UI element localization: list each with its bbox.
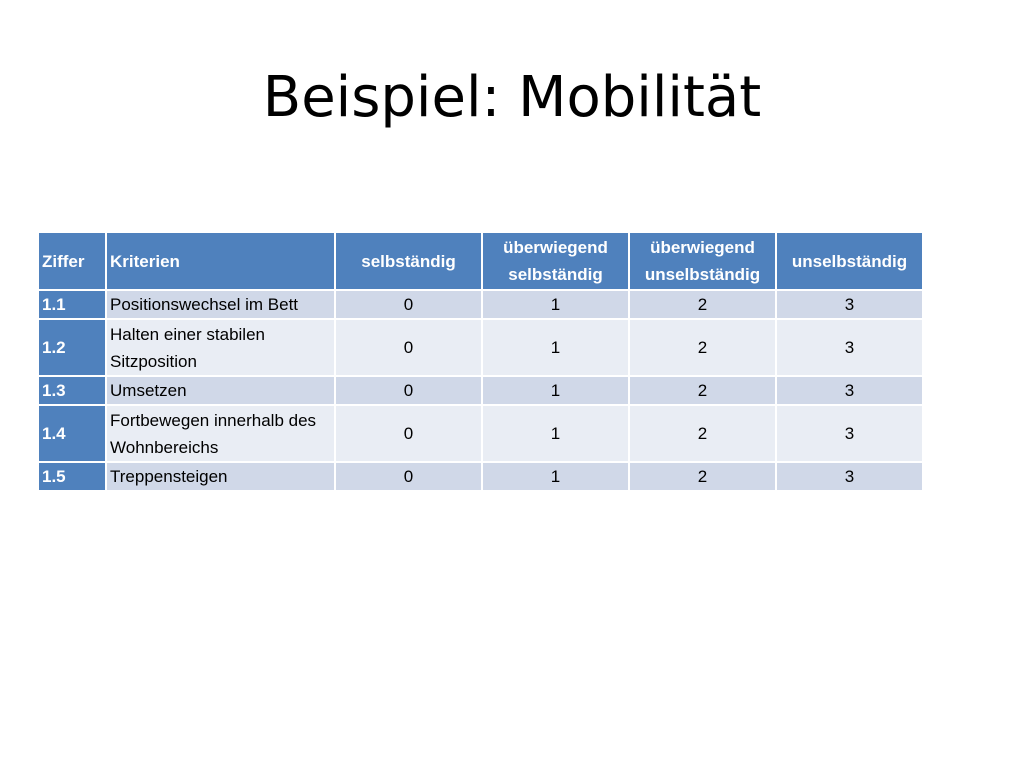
score-selbstaendig: 0 xyxy=(336,291,481,318)
score-unselbstaendig: 3 xyxy=(777,463,922,490)
score-ueberwiegend-selbstaendig: 1 xyxy=(483,463,628,490)
header-ueberwiegend-selbstaendig: überwiegend selbständig xyxy=(483,233,628,289)
table-row xyxy=(39,320,922,375)
score-selbstaendig: 0 xyxy=(336,406,481,461)
row-id: 1.5 xyxy=(39,463,105,490)
row-id: 1.3 xyxy=(39,377,105,404)
table-row xyxy=(39,463,922,490)
score-ueberwiegend-unselbstaendig: 2 xyxy=(630,377,775,404)
score-ueberwiegend-unselbstaendig: 2 xyxy=(630,320,775,375)
score-ueberwiegend-selbstaendig: 1 xyxy=(483,406,628,461)
score-ueberwiegend-unselbstaendig: 2 xyxy=(630,406,775,461)
header-ziffer: Ziffer xyxy=(39,233,105,289)
table-row xyxy=(39,406,922,461)
header-kriterien: Kriterien xyxy=(107,233,334,289)
row-criterion: Fortbewegen innerhalb des Wohnbereichs xyxy=(107,406,334,461)
header-ueberwiegend-unselbstaendig: überwiegend unselbständig xyxy=(630,233,775,289)
score-unselbstaendig: 3 xyxy=(777,320,922,375)
header-selbstaendig: selbständig xyxy=(336,233,481,289)
score-unselbstaendig: 3 xyxy=(777,291,922,318)
row-id: 1.2 xyxy=(39,320,105,375)
score-unselbstaendig: 3 xyxy=(777,406,922,461)
row-criterion: Halten einer stabilen Sitzposition xyxy=(107,320,334,375)
row-criterion: Positionswechsel im Bett xyxy=(107,291,334,318)
score-unselbstaendig: 3 xyxy=(777,377,922,404)
score-ueberwiegend-unselbstaendig: 2 xyxy=(630,463,775,490)
row-id: 1.4 xyxy=(39,406,105,461)
table-header-row xyxy=(39,233,922,289)
row-criterion: Treppensteigen xyxy=(107,463,334,490)
score-ueberwiegend-selbstaendig: 1 xyxy=(483,320,628,375)
table-row xyxy=(39,377,922,404)
header-unselbstaendig: unselbständig xyxy=(777,233,922,289)
score-selbstaendig: 0 xyxy=(336,320,481,375)
score-ueberwiegend-unselbstaendig: 2 xyxy=(630,291,775,318)
row-id: 1.1 xyxy=(39,291,105,318)
score-selbstaendig: 0 xyxy=(336,377,481,404)
table-row xyxy=(39,291,922,318)
slide-title: Beispiel: Mobilität xyxy=(262,65,762,130)
score-selbstaendig: 0 xyxy=(336,463,481,490)
row-criterion: Umsetzen xyxy=(107,377,334,404)
score-ueberwiegend-selbstaendig: 1 xyxy=(483,377,628,404)
score-ueberwiegend-selbstaendig: 1 xyxy=(483,291,628,318)
mobility-table xyxy=(37,231,924,492)
